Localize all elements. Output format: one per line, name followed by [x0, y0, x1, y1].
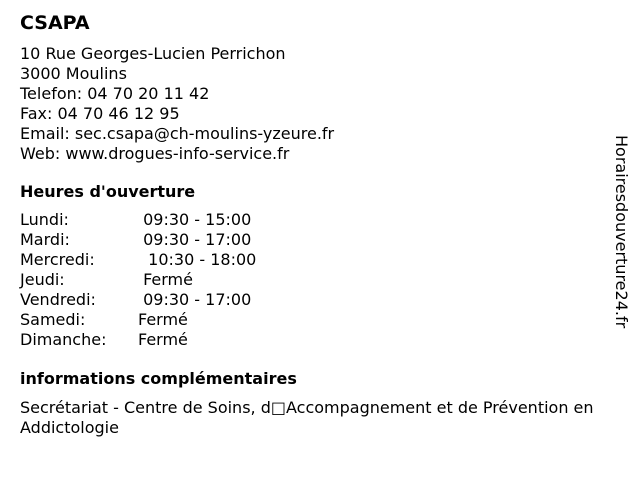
- day-hours: 09:30 - 17:00: [138, 230, 252, 249]
- hours-row-friday: [20, 290, 620, 310]
- additional-info-heading: informations complémentaires: [20, 369, 297, 388]
- day-hours: 09:30 - 17:00: [138, 290, 252, 309]
- additional-info-text: Secrétariat - Centre de Soins, d□Accompagnement et de Prévention en Addictologie: [20, 398, 594, 437]
- email-address: Email: sec.csapa@ch-moulins-yzeure.fr: [20, 124, 335, 143]
- day-label: Vendredi:: [20, 290, 96, 309]
- day-hours: 09:30 - 15:00: [138, 210, 252, 229]
- address-street: 10 Rue Georges-Lucien Perrichon: [20, 44, 286, 63]
- phone-number: Telefon: 04 70 20 11 42: [20, 84, 210, 103]
- day-label: Jeudi:: [20, 270, 65, 289]
- fax-number: Fax: 04 70 46 12 95: [20, 104, 180, 123]
- website-url: Web: www.drogues-info-service.fr: [20, 144, 290, 163]
- opening-hours-list: [20, 210, 620, 350]
- hours-row-monday: [20, 210, 620, 230]
- hours-row-thursday: [20, 270, 620, 290]
- day-hours: 10:30 - 18:00: [138, 250, 257, 269]
- day-label: Mercredi:: [20, 250, 95, 269]
- day-label: Lundi:: [20, 210, 69, 229]
- hours-row-saturday: [20, 310, 620, 330]
- page-title: CSAPA: [20, 12, 90, 34]
- hours-row-wednesday: [20, 250, 620, 270]
- hours-row-tuesday: [20, 230, 620, 250]
- hours-row-sunday: [20, 330, 620, 350]
- site-watermark-link[interactable]: Horairesdouverture24.fr: [612, 135, 631, 329]
- opening-hours-heading: Heures d'ouverture: [20, 182, 196, 201]
- day-hours: Fermé: [138, 330, 188, 349]
- day-hours: Fermé: [138, 310, 188, 329]
- day-label: Samedi:: [20, 310, 86, 329]
- day-label: Dimanche:: [20, 330, 107, 349]
- day-label: Mardi:: [20, 230, 70, 249]
- day-hours: Fermé: [138, 270, 193, 289]
- listing-card: [20, 11, 620, 438]
- address-city: 3000 Moulins: [20, 64, 127, 83]
